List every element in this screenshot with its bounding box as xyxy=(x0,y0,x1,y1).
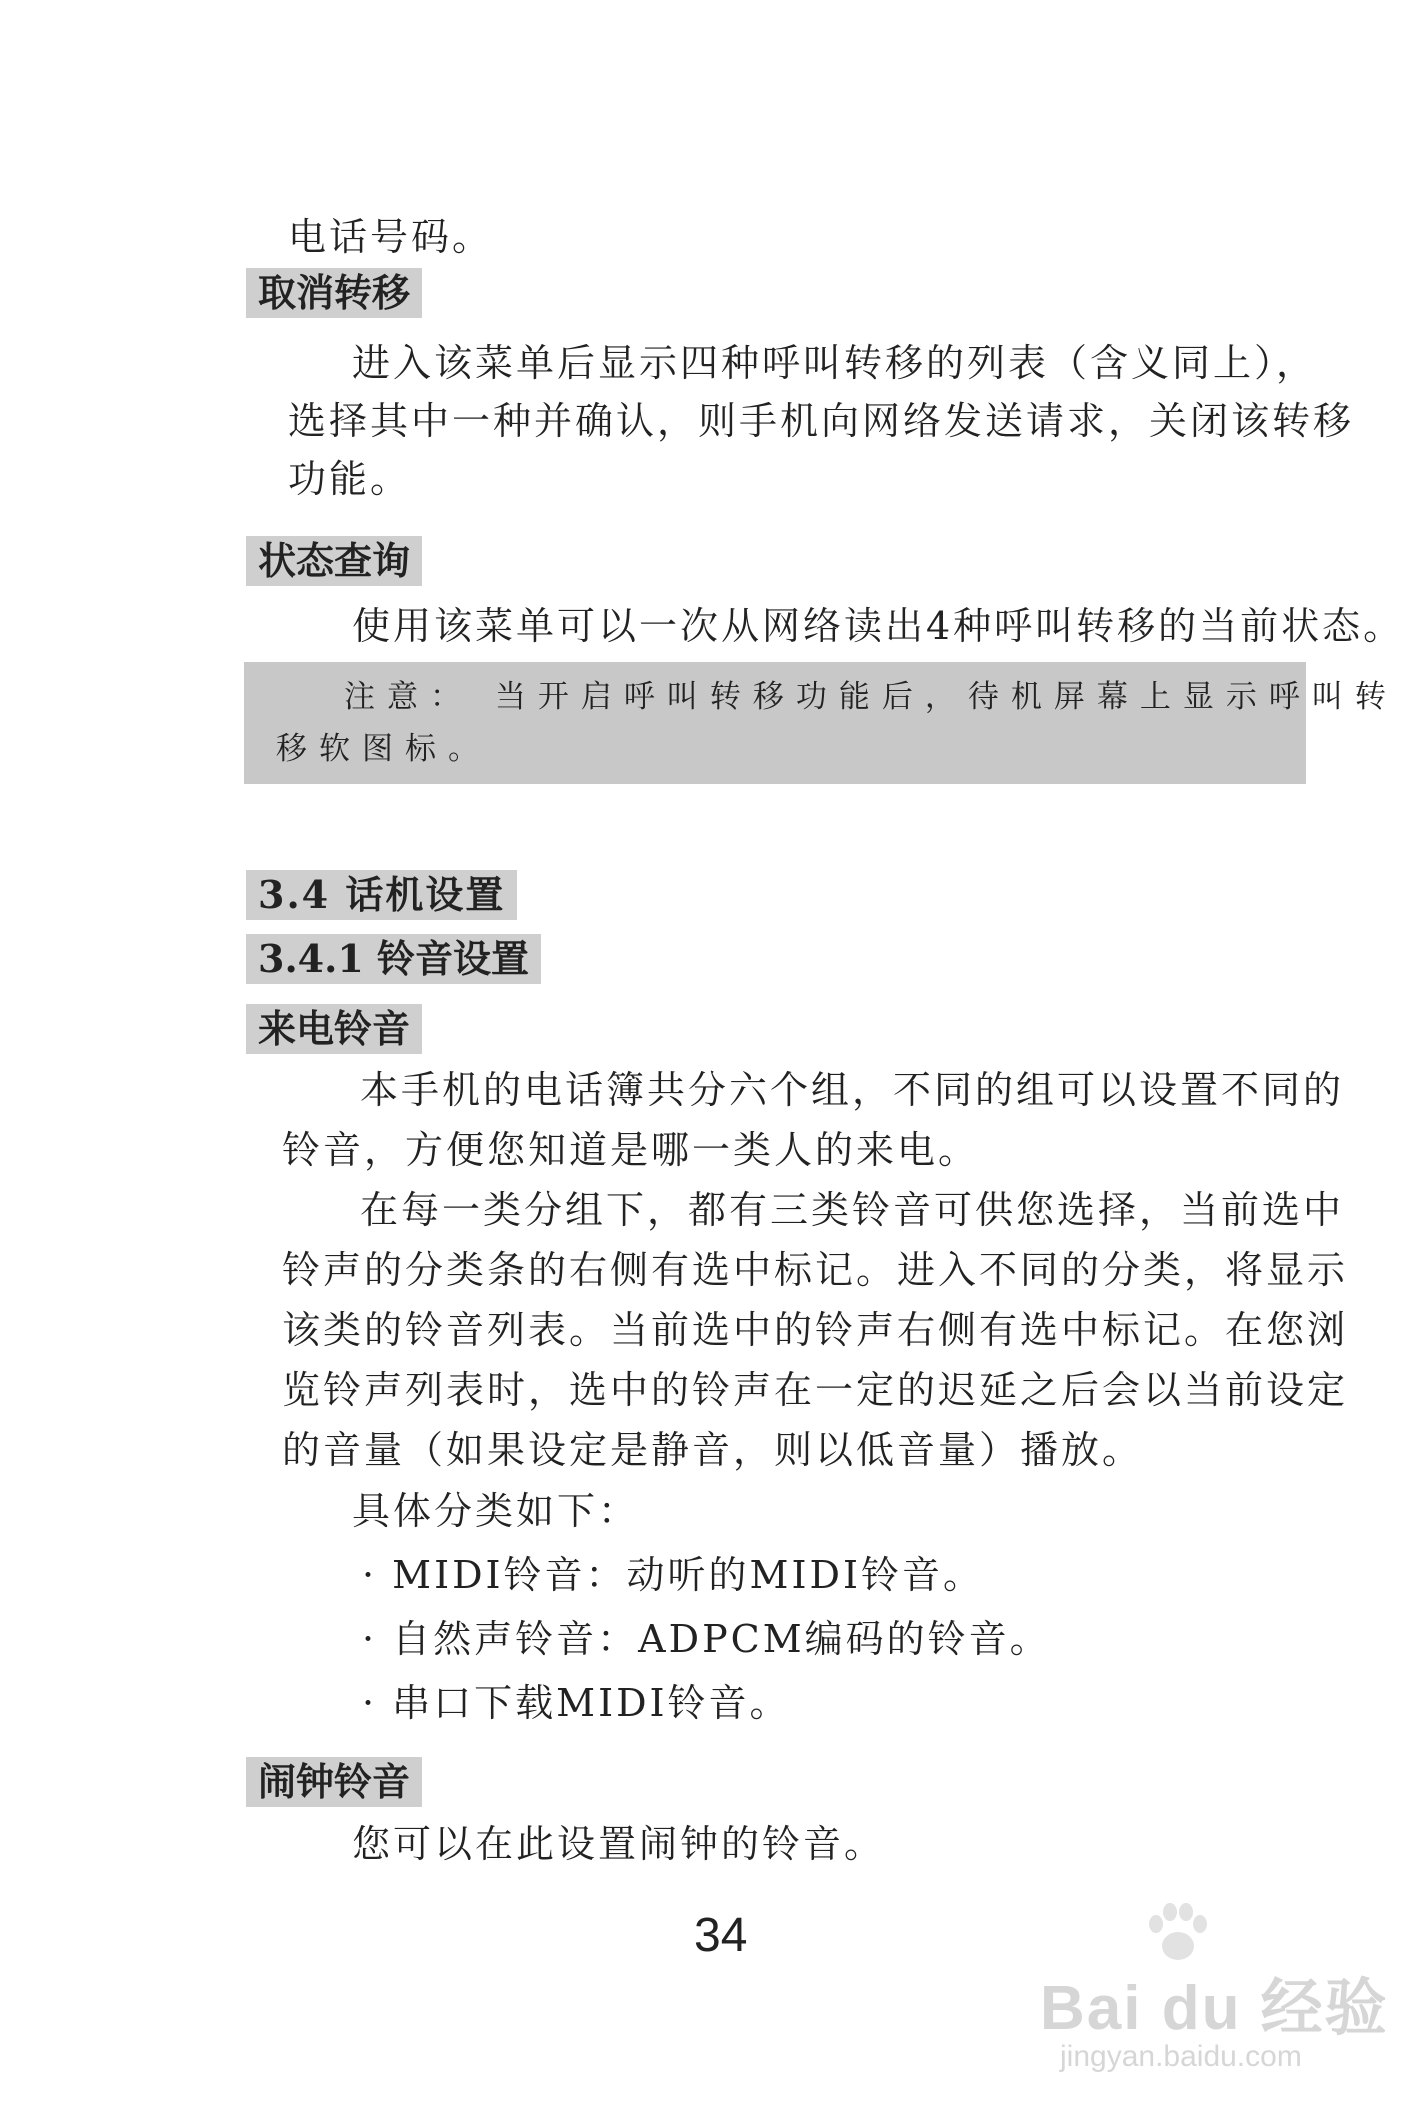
bullet-item: · 自然声铃音：ADPCM编码的铃音。 xyxy=(362,1617,1051,1661)
note-line: 移软图标。 xyxy=(276,731,491,767)
bullet-item: · MIDI铃音：动听的MIDI铃音。 xyxy=(362,1553,984,1597)
paragraph-line: 进入该菜单后显示四种呼叫转移的列表（含义同上）， xyxy=(352,341,1318,385)
paragraph-line: 选择其中一种并确认，则手机向网络发送请求，关闭该转移 xyxy=(288,399,1355,443)
watermark-logo: Bai du 经验 xyxy=(1040,1974,1389,2043)
paragraph-line: 在每一类分组下，都有三类铃音可供您选择，当前选中 xyxy=(360,1188,1345,1232)
watermark-url: jingyan.baidu.com xyxy=(1060,2040,1302,2073)
paragraph-line: 使用该菜单可以一次从网络读出4种呼叫转移的当前状态。 xyxy=(352,604,1405,648)
page-number: 34 xyxy=(694,1909,748,1962)
paragraph-line: 览铃声列表时，选中的铃声在一定的迟延之后会以当前设定 xyxy=(282,1368,1349,1412)
bullet-item: · 串口下载MIDI铃音。 xyxy=(362,1681,791,1725)
section-heading-3-4: 3.4 话机设置 xyxy=(246,870,517,920)
note-line: 注意： 当开启呼叫转移功能后，待机屏幕上显示呼叫转 xyxy=(344,679,1398,715)
section-heading-alarm-ringtone: 闹钟铃音 xyxy=(246,1757,422,1807)
note-box xyxy=(244,662,1398,784)
paragraph-line: 铃音，方便您知道是哪一类人的来电。 xyxy=(282,1128,980,1172)
paragraph-line: 铃声的分类条的右侧有选中标记。进入不同的分类，将显示 xyxy=(282,1248,1349,1292)
watermark xyxy=(1040,1900,1400,2100)
paragraph-line: 的音量（如果设定是静音，则以低音量）播放。 xyxy=(282,1428,1144,1472)
paragraph-line: 本手机的电话簿共分六个组，不同的组可以设置不同的 xyxy=(360,1068,1345,1112)
section-heading-incoming-ringtone: 来电铃音 xyxy=(246,1004,422,1054)
paragraph-line: 具体分类如下： xyxy=(352,1489,640,1533)
section-heading-3-4-1: 3.4.1 铃音设置 xyxy=(246,934,541,984)
text-line: 电话号码。 xyxy=(288,215,494,259)
paragraph-line: 您可以在此设置闹钟的铃音。 xyxy=(352,1822,886,1866)
section-heading-status-query: 状态查询 xyxy=(246,536,422,586)
paragraph-line: 该类的铃音列表。当前选中的铃声右侧有选中标记。在您浏 xyxy=(282,1308,1349,1352)
section-heading-cancel-forwarding: 取消转移 xyxy=(246,268,422,318)
paragraph-line: 功能。 xyxy=(288,457,412,501)
